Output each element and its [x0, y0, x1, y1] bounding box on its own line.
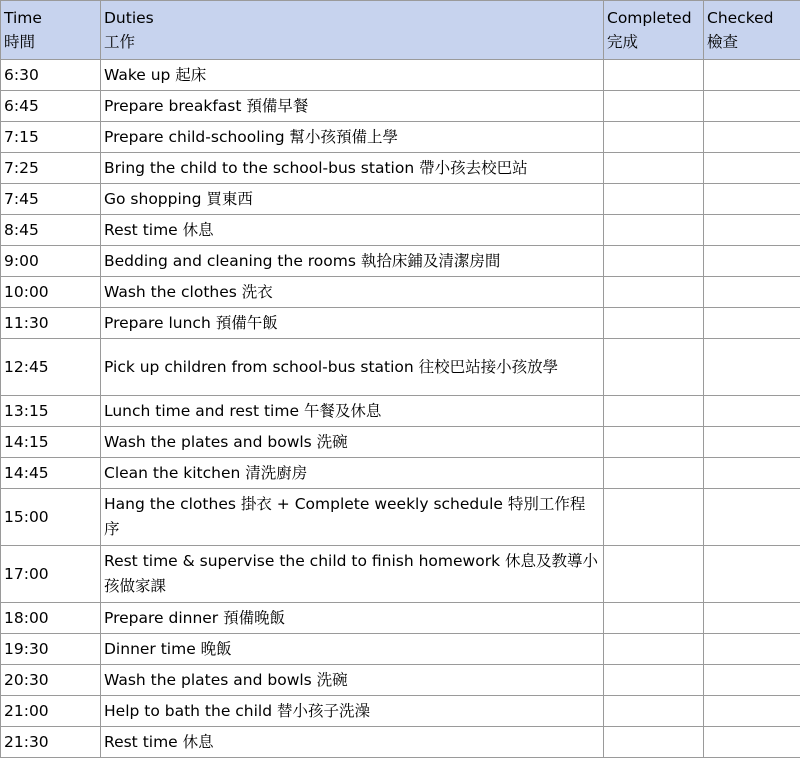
duty-cell: Help to bath the child 替小孩子洗澡: [101, 696, 604, 727]
time-cell: 12:45: [1, 339, 101, 396]
table-row: [1, 634, 800, 665]
duty-cell: Rest time & supervise the child to finish homework 休息及教導小孩做家課: [101, 546, 604, 603]
duties-column-header: [101, 1, 604, 60]
completed-cell[interactable]: [604, 634, 704, 665]
duty-cell: Prepare lunch 預備午飯: [101, 308, 604, 339]
completed-cell[interactable]: [604, 122, 704, 153]
checked-cell[interactable]: [704, 458, 800, 489]
time-cell: 20:30: [1, 665, 101, 696]
checked-cell[interactable]: [704, 427, 800, 458]
completed-cell[interactable]: [604, 396, 704, 427]
checked-cell[interactable]: [704, 122, 800, 153]
time-cell: 7:25: [1, 153, 101, 184]
checked-cell[interactable]: [704, 339, 800, 396]
completed-column-header: [604, 1, 704, 60]
completed-cell[interactable]: [604, 696, 704, 727]
header-row: [1, 1, 800, 60]
duty-cell: Wash the plates and bowls 洗碗: [101, 665, 604, 696]
time-cell: 17:00: [1, 546, 101, 603]
completed-cell[interactable]: [604, 339, 704, 396]
duties-header-zh: 工作: [104, 33, 136, 51]
table-row: [1, 603, 800, 634]
completed-cell[interactable]: [604, 184, 704, 215]
duty-cell: Prepare child-schooling 幫小孩預備上學: [101, 122, 604, 153]
completed-cell[interactable]: [604, 546, 704, 603]
table-row: [1, 308, 800, 339]
table-row: [1, 246, 800, 277]
time-cell: 21:30: [1, 727, 101, 758]
time-cell: 18:00: [1, 603, 101, 634]
time-header-en: Time: [4, 9, 42, 27]
checked-cell[interactable]: [704, 215, 800, 246]
time-cell: 6:45: [1, 91, 101, 122]
completed-cell[interactable]: [604, 60, 704, 91]
table-row: [1, 122, 800, 153]
completed-cell[interactable]: [604, 489, 704, 546]
time-cell: 10:00: [1, 277, 101, 308]
checked-cell[interactable]: [704, 727, 800, 758]
checked-cell[interactable]: [704, 396, 800, 427]
duty-cell: Hang the clothes 掛衣 + Complete weekly schedule 特別工作程序: [101, 489, 604, 546]
checked-header-zh: 檢查: [707, 33, 739, 51]
checked-cell[interactable]: [704, 665, 800, 696]
duty-cell: Lunch time and rest time 午餐及休息: [101, 396, 604, 427]
time-cell: 9:00: [1, 246, 101, 277]
checked-cell[interactable]: [704, 696, 800, 727]
table-row: [1, 153, 800, 184]
table-row: [1, 339, 800, 396]
checked-cell[interactable]: [704, 603, 800, 634]
completed-cell[interactable]: [604, 427, 704, 458]
duty-cell: Go shopping 買東西: [101, 184, 604, 215]
table-row: [1, 489, 800, 546]
table-row: [1, 665, 800, 696]
table-row: [1, 727, 800, 758]
checked-cell[interactable]: [704, 546, 800, 603]
completed-cell[interactable]: [604, 727, 704, 758]
time-cell: 6:30: [1, 60, 101, 91]
time-cell: 8:45: [1, 215, 101, 246]
checked-cell[interactable]: [704, 277, 800, 308]
completed-cell[interactable]: [604, 665, 704, 696]
duty-cell: Rest time 休息: [101, 727, 604, 758]
completed-cell[interactable]: [604, 308, 704, 339]
checked-column-header: [704, 1, 800, 60]
checked-cell[interactable]: [704, 489, 800, 546]
checked-cell[interactable]: [704, 184, 800, 215]
checked-cell[interactable]: [704, 246, 800, 277]
time-cell: 11:30: [1, 308, 101, 339]
time-cell: 15:00: [1, 489, 101, 546]
checked-cell[interactable]: [704, 91, 800, 122]
duty-cell: Wash the clothes 洗衣: [101, 277, 604, 308]
checked-cell[interactable]: [704, 153, 800, 184]
duty-cell: Prepare breakfast 預備早餐: [101, 91, 604, 122]
time-cell: 14:45: [1, 458, 101, 489]
completed-cell[interactable]: [604, 277, 704, 308]
completed-cell[interactable]: [604, 246, 704, 277]
checked-cell[interactable]: [704, 308, 800, 339]
time-cell: 21:00: [1, 696, 101, 727]
table-row: [1, 60, 800, 91]
checked-cell[interactable]: [704, 634, 800, 665]
time-header-zh: 時間: [4, 33, 36, 51]
duty-cell: Pick up children from school-bus station 往校巴站接小孩放學: [101, 339, 604, 396]
checked-cell[interactable]: [704, 60, 800, 91]
completed-cell[interactable]: [604, 153, 704, 184]
time-cell: 7:15: [1, 122, 101, 153]
table-row: [1, 546, 800, 603]
duty-cell: Rest time 休息: [101, 215, 604, 246]
completed-header-en: Completed: [607, 9, 692, 27]
table-row: [1, 184, 800, 215]
time-column-header: [1, 1, 101, 60]
completed-header-zh: 完成: [607, 33, 639, 51]
time-cell: 14:15: [1, 427, 101, 458]
table-row: [1, 277, 800, 308]
time-cell: 7:45: [1, 184, 101, 215]
table-row: [1, 696, 800, 727]
duties-header-en: Duties: [104, 9, 154, 27]
duty-cell: Dinner time 晚飯: [101, 634, 604, 665]
checked-header-en: Checked: [707, 9, 774, 27]
time-cell: 19:30: [1, 634, 101, 665]
table-row: [1, 215, 800, 246]
duty-cell: Bedding and cleaning the rooms 執拾床鋪及清潔房間: [101, 246, 604, 277]
duty-cell: Prepare dinner 預備晚飯: [101, 603, 604, 634]
table-row: [1, 396, 800, 427]
table-row: [1, 458, 800, 489]
duty-cell: Wake up 起床: [101, 60, 604, 91]
duty-cell: Wash the plates and bowls 洗碗: [101, 427, 604, 458]
completed-cell[interactable]: [604, 91, 704, 122]
completed-cell[interactable]: [604, 458, 704, 489]
table-row: [1, 91, 800, 122]
table-row: [1, 427, 800, 458]
duty-cell: Bring the child to the school-bus station 帶小孩去校巴站: [101, 153, 604, 184]
duty-cell: Clean the kitchen 清洗廚房: [101, 458, 604, 489]
completed-cell[interactable]: [604, 603, 704, 634]
completed-cell[interactable]: [604, 215, 704, 246]
time-cell: 13:15: [1, 396, 101, 427]
